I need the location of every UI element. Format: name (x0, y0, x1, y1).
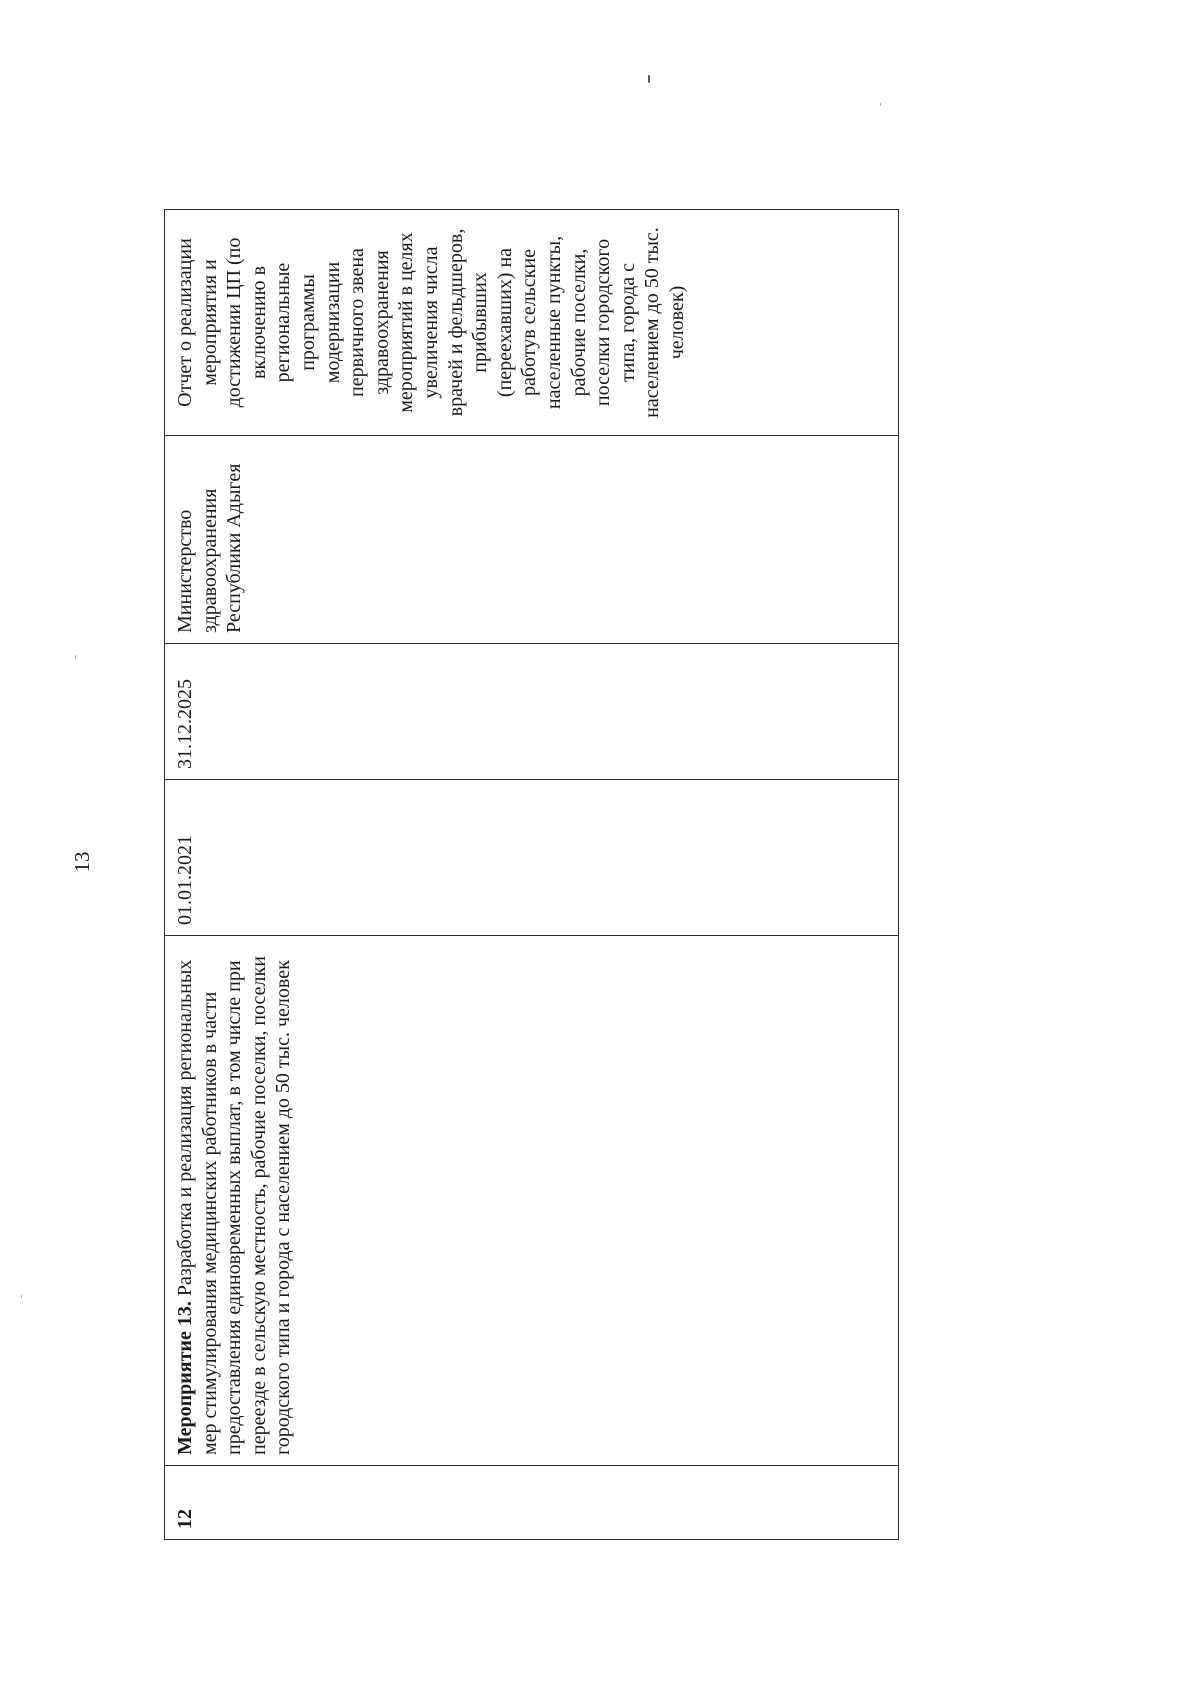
expected-result: Отчет о реализации мероприятия и достижении ЦП (по включению в региональные программы модернизации первичного звена здравоохранения мероприятий в целях увеличения числа врачей и фельдшеров, прибывших (переехавших) на работув сельские населенные пункты, рабочие поселки, поселки городского типа, города с населением до 50 тыс. человек) (174, 227, 688, 418)
rotated-table-container (164, 210, 899, 1540)
responsible-executor: Министерство здравоохранения Республики Адыгея (174, 463, 246, 633)
start-date: 01.01.2021 (174, 835, 196, 925)
end-date-cell (165, 644, 899, 780)
page-number: 13 (69, 851, 94, 873)
row-number-cell (165, 1466, 899, 1540)
start-date-cell (165, 780, 899, 936)
row-number: 12 (174, 1509, 196, 1529)
result-cell (165, 210, 899, 436)
event-title: Мероприятие 13. (174, 1301, 196, 1455)
activities-table (164, 209, 899, 1540)
table-row (165, 210, 899, 1540)
event-description: Разработка и реализация региональных мер стимулирования медицинских работников в части предоставления единовременных выплат, в том числе при переезде в сельскую местность, рабочие поселки, поселки городского типа и города с населением до 50 тыс. человек (174, 956, 295, 1455)
scan-artifact-mark (880, 103, 881, 106)
scan-artifact-mark (648, 75, 650, 83)
scan-artifact-mark (75, 655, 76, 659)
event-cell (165, 936, 899, 1466)
end-date: 31.12.2025 (174, 679, 196, 769)
scan-artifact-mark (21, 1295, 22, 1298)
responsible-cell (165, 436, 899, 644)
